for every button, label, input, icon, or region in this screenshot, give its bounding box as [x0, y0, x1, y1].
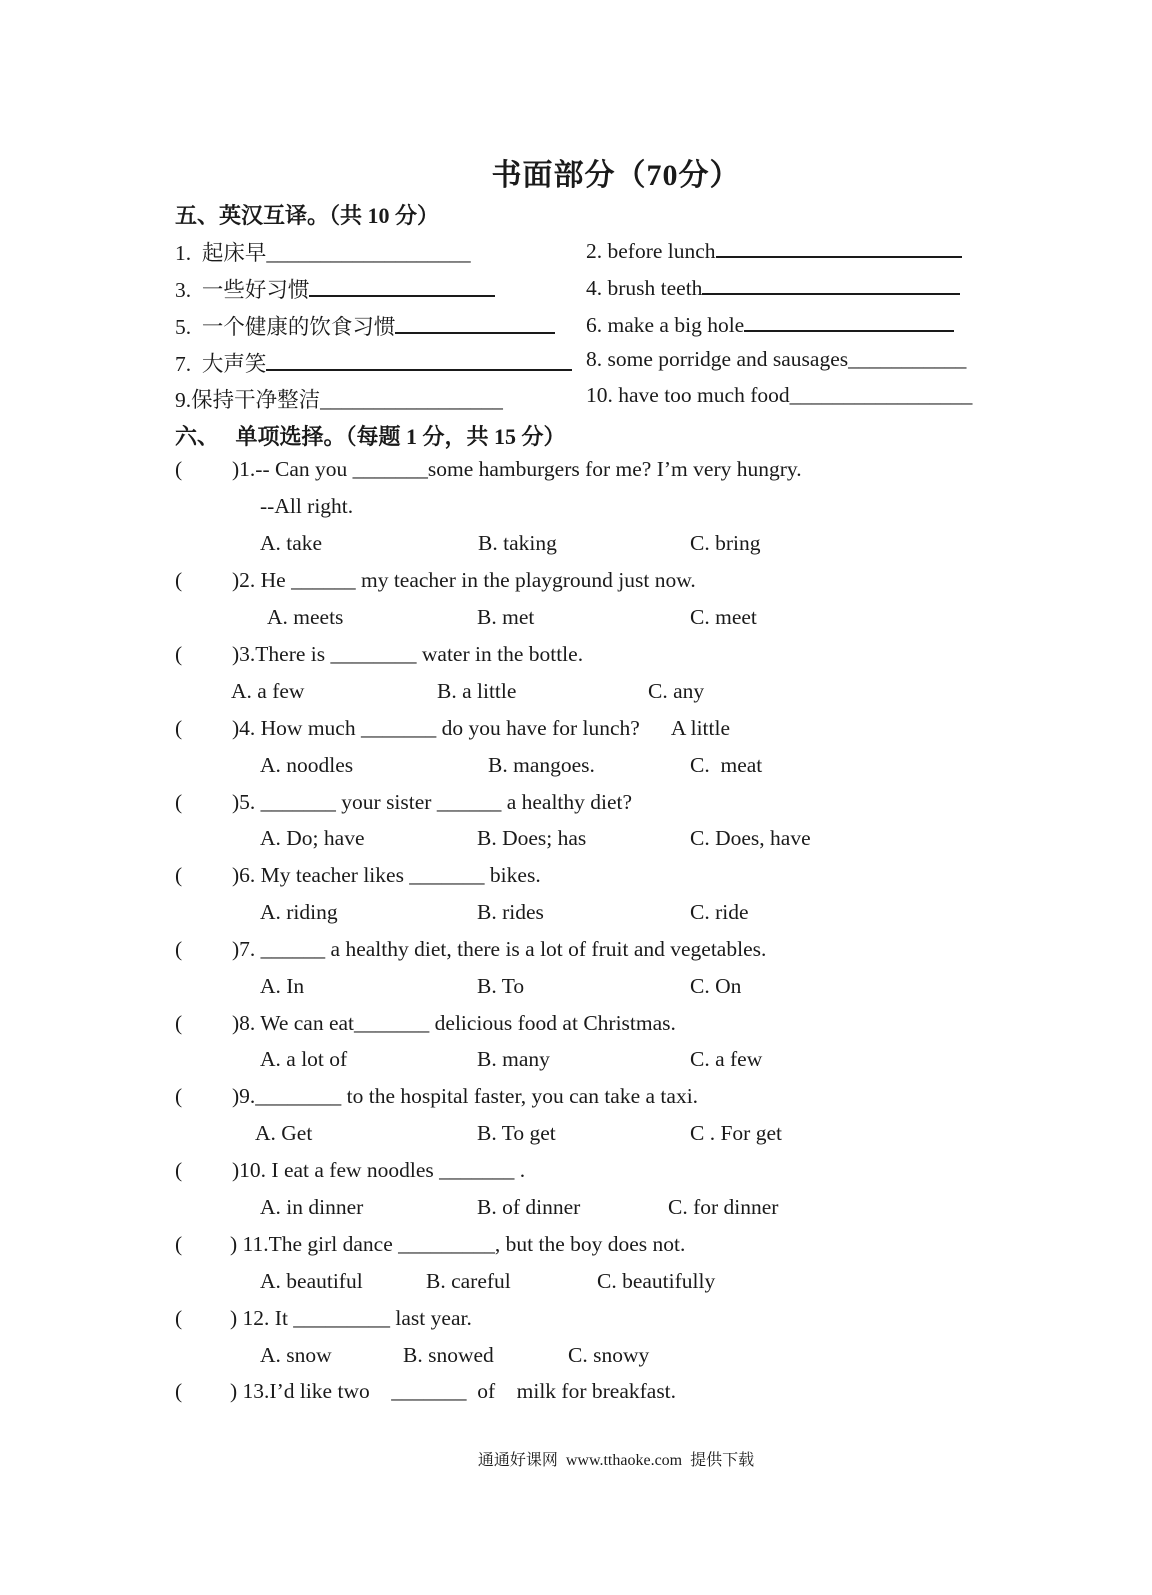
- option-c: C. ride: [690, 900, 749, 924]
- option-b: B. mangoes.: [488, 753, 595, 777]
- question-1-reply: --All right.: [260, 494, 354, 518]
- item-4: 4. brush teeth: [586, 273, 960, 301]
- item-2: 2. before lunch: [586, 236, 962, 264]
- answer-bracket: (: [175, 790, 183, 814]
- option-b: B. To get: [477, 1121, 556, 1145]
- option-a: A. Get: [255, 1121, 313, 1145]
- question-6: )6. My teacher likes _______ bikes.: [232, 863, 541, 887]
- answer-bracket: (: [175, 457, 183, 481]
- option-a: A. riding: [260, 900, 338, 924]
- item-1: 1. 起床早___________________: [175, 241, 471, 265]
- question-7: )7. ______ a healthy diet, there is a lot of fruit and vegetables.: [232, 937, 767, 961]
- option-c: C. any: [648, 679, 705, 703]
- question-10: )10. I eat a few noodles _______ .: [232, 1158, 526, 1182]
- question-9: )9.________ to the hospital faster, you can take a taxi.: [232, 1084, 699, 1108]
- section-5-heading: 五、英汉互译。（共 10 分）: [175, 203, 440, 228]
- question-4: )4. How much _______ do you have for lunch? A little: [232, 716, 731, 740]
- question-5: )5. _______ your sister ______ a healthy diet?: [232, 790, 633, 814]
- option-b: B. careful: [426, 1269, 511, 1293]
- answer-bracket: (: [175, 1232, 183, 1256]
- option-a: A. meets: [267, 605, 344, 629]
- option-b: B. taking: [478, 531, 557, 555]
- item-10: 10. have too much food_________________: [586, 383, 973, 407]
- answer-bracket: (: [175, 1379, 183, 1403]
- answer-bracket: (: [175, 568, 183, 592]
- answer-bracket: (: [175, 1158, 183, 1182]
- answer-bracket: (: [175, 863, 183, 887]
- answer-bracket: (: [175, 1011, 183, 1035]
- option-b: B. met: [477, 605, 535, 629]
- item-6: 6. make a big hole: [586, 310, 954, 338]
- question-11: ) 11.The girl dance _________, but the boy does not.: [230, 1232, 686, 1256]
- option-c: C. snowy: [568, 1343, 650, 1367]
- question-3: )3.There is ________ water in the bottle.: [232, 642, 584, 666]
- answer-bracket: (: [175, 642, 183, 666]
- option-c: C. Does, have: [690, 826, 811, 850]
- footer-source: 通通好课网 www.tthaoke.com 提供下载: [477, 1452, 755, 1469]
- option-c: C. On: [690, 974, 742, 998]
- item-3: 3. 一些好习惯: [175, 273, 495, 304]
- option-b: B. many: [477, 1047, 550, 1071]
- answer-bracket: (: [175, 1084, 183, 1108]
- section-6-heading: 六、 单项选择。（每题 1 分，共 15 分）: [175, 424, 566, 449]
- option-c: C . For get: [690, 1121, 782, 1145]
- option-a: A. noodles: [260, 753, 354, 777]
- option-c: C. a few: [690, 1047, 763, 1071]
- option-b: B. To: [477, 974, 525, 998]
- question-12: ) 12. It _________ last year.: [230, 1306, 472, 1330]
- question-13: ) 13.I’d like two _______ of milk for breakfast.: [230, 1379, 677, 1403]
- option-a: A. take: [260, 531, 323, 555]
- option-b: B. rides: [477, 900, 544, 924]
- option-b: B. Does; has: [477, 826, 587, 850]
- item-8: 8. some porridge and sausages___________: [586, 347, 967, 371]
- option-a: A. in dinner: [260, 1195, 364, 1219]
- option-a: A. Do; have: [260, 826, 365, 850]
- option-b: B. snowed: [403, 1343, 494, 1367]
- option-c: C. meet: [690, 605, 757, 629]
- option-a: A. a few: [231, 679, 305, 703]
- question-8: )8. We can eat_______ delicious food at Christmas.: [232, 1011, 676, 1035]
- option-b: B. of dinner: [477, 1195, 581, 1219]
- answer-bracket: (: [175, 1306, 183, 1330]
- option-c: C. beautifully: [597, 1269, 716, 1293]
- option-a: A. a lot of: [260, 1047, 348, 1071]
- answer-bracket: (: [175, 937, 183, 961]
- question-2: )2. He ______ my teacher in the playground just now.: [232, 568, 696, 592]
- answer-bracket: (: [175, 716, 183, 740]
- option-a: A. snow: [260, 1343, 332, 1367]
- option-c: C. for dinner: [668, 1195, 779, 1219]
- option-a: A. In: [260, 974, 305, 998]
- item-5: 5. 一个健康的饮食习惯: [175, 310, 555, 341]
- option-c: C. meat: [690, 753, 763, 777]
- option-a: A. beautiful: [260, 1269, 363, 1293]
- question-1: )1.-- Can you _______some hamburgers for me? I’m very hungry.: [232, 457, 802, 481]
- option-c: C. bring: [690, 531, 761, 555]
- item-9: 9.保持干净整洁_________________: [175, 388, 503, 412]
- item-7: 7. 大声笑: [175, 347, 572, 378]
- option-b: B. a little: [437, 679, 517, 703]
- page-title: 书面部分（70分）: [491, 159, 741, 192]
